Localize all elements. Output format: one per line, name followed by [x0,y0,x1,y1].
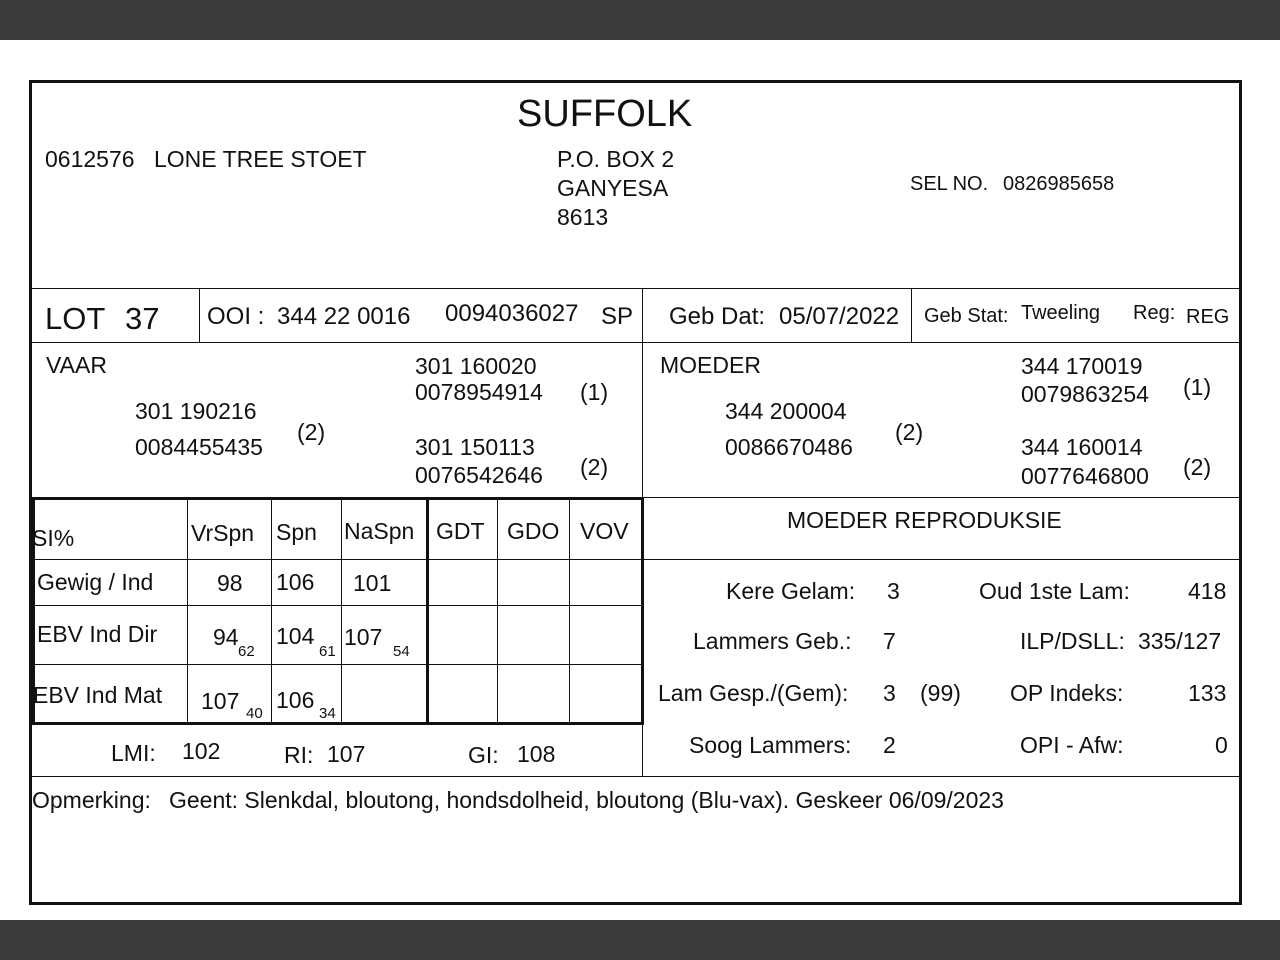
si-corner: SI% [32,525,75,551]
ri-value: 107 [327,741,366,767]
cell-dir-naspn: 107 [344,624,383,650]
birth-status-label: Geb Stat: [924,305,1009,327]
sire-mother-id: 301 150113 [415,434,535,460]
lot-number: 37 [125,301,160,336]
cell-gewig-spn: 106 [276,569,315,595]
sire-label: VAAR [46,352,107,378]
divider-line [32,288,1242,289]
sire-father-id: 301 160020 [415,353,537,379]
cell-gewig-vrspn: 98 [217,570,243,596]
dam-father-id: 344 170019 [1021,353,1143,379]
table-border [426,497,429,725]
birth-status: Tweeling [1021,302,1100,324]
sire-mother-mark: (2) [580,454,609,480]
ilp-dsll-label: ILP/DSLL: [1020,628,1125,654]
dam-mother-code: 0077646800 [1021,463,1149,489]
dam-father-mark: (1) [1183,374,1212,400]
table-line [32,605,642,606]
ewe-suffix: SP [601,303,634,330]
ewe-id: 344 22 0016 [277,303,411,330]
lam-gesp-avg: (99) [920,680,961,706]
birth-date: 05/07/2022 [779,303,900,330]
lam-gesp-label: Lam Gesp./(Gem): [658,680,849,706]
reg-label: Reg: [1133,302,1176,324]
table-line [271,499,272,722]
divider-line [199,288,200,342]
ewe-code: 0094036027 [445,300,579,327]
dam-code: 0086670486 [725,434,853,460]
divider-line [32,342,1242,343]
lmi-value: 102 [182,738,221,764]
opi-afw-label: OPI - Afw: [1020,732,1124,758]
dam-father-code: 0079863254 [1021,381,1149,407]
lam-gesp-value: 3 [883,680,896,706]
dam-label: MOEDER [660,352,761,378]
address-line-2: GANYESA [557,175,669,201]
sire-mark: (2) [297,419,326,445]
top-bar [0,0,1280,40]
ri-label: RI: [284,742,314,768]
ilp-dsll-value: 335/127 [1138,628,1222,654]
table-border [32,497,644,500]
cell-dir-spn: 104 [276,623,315,649]
cell-dir-vrspn: 94 [213,624,239,650]
remarks-label: Opmerking: [32,787,151,813]
gi-value: 108 [517,741,556,767]
oud-lam-value: 418 [1188,578,1227,604]
divider-line [911,288,912,342]
lammers-geb-value: 7 [883,628,896,654]
reproduction-title: MOEDER REPRODUKSIE [787,507,1062,533]
lmi-label: LMI: [111,740,156,766]
bottom-bar [0,920,1280,960]
table-line [569,499,570,722]
auction-lot-card [29,80,1242,905]
sel-no-label: SEL NO. [910,173,989,195]
divider-line [642,499,643,777]
kere-gelam-value: 3 [887,578,900,604]
cell-mat-spn: 106 [276,687,315,713]
col-header-spn: Spn [276,519,317,545]
kere-gelam-label: Kere Gelam: [726,578,856,604]
divider-line [32,776,1242,777]
ewe-label: OOI : [207,303,265,330]
address-line-3: 8613 [557,204,609,230]
cell-dir-naspn-acc: 54 [393,643,410,660]
sire-mother-code: 0076542646 [415,462,543,488]
cell-mat-vrspn-acc: 40 [246,705,263,722]
dam-mark: (2) [895,419,924,445]
cell-mat-vrspn: 107 [201,688,240,714]
cell-gewig-naspn: 101 [353,570,392,596]
col-header-vov: VOV [580,518,629,544]
breeder-id: 0612576 [45,146,135,172]
table-line [32,664,642,665]
table-line [341,499,342,722]
gi-label: GI: [468,742,499,768]
col-header-naspn: NaSpn [344,518,415,544]
cell-mat-spn-acc: 34 [319,705,336,722]
sire-father-code: 0078954914 [415,379,543,405]
cell-dir-vrspn-acc: 62 [238,643,255,660]
sire-id: 301 190216 [135,398,257,424]
row-label-ind-dir: EBV Ind Dir [37,621,158,647]
opi-afw-value: 0 [1215,732,1228,758]
breeder-name: LONE TREE STOET [154,146,367,172]
remarks-text: Geent: Slenkdal, bloutong, hondsdolheid, bloutong (Blu-vax). Geskeer 06/09/2023 [169,787,1004,813]
divider-line [642,288,643,499]
lammers-geb-label: Lammers Geb.: [693,628,852,654]
table-border [32,722,644,725]
dam-id: 344 200004 [725,398,847,424]
address-line-1: P.O. BOX 2 [557,146,675,172]
lot-label: LOT [45,301,106,336]
reg-value: REG [1186,306,1230,328]
op-indeks-label: OP Indeks: [1010,680,1124,706]
dam-mother-mark: (2) [1183,454,1212,480]
col-header-gdo: GDO [507,518,560,544]
sire-father-mark: (1) [580,379,609,405]
row-label-ind-mat: EBV Ind Mat [33,682,163,708]
oud-lam-label: Oud 1ste Lam: [979,578,1130,604]
col-header-vrspn: VrSpn [191,520,255,546]
breed-title: SUFFOLK [517,93,693,135]
row-label-gewig: Gewig / Ind [37,569,154,595]
sel-no: 0826985658 [1003,173,1115,195]
table-line [32,559,1242,560]
table-line [497,499,498,722]
cell-dir-spn-acc: 61 [319,643,336,660]
soog-lammers-value: 2 [883,732,896,758]
op-indeks-value: 133 [1188,680,1227,706]
sire-code: 0084455435 [135,434,263,460]
col-header-gdt: GDT [436,518,485,544]
soog-lammers-label: Soog Lammers: [689,732,852,758]
birth-date-label: Geb Dat: [669,303,766,330]
dam-mother-id: 344 160014 [1021,434,1143,460]
table-line [187,499,188,722]
